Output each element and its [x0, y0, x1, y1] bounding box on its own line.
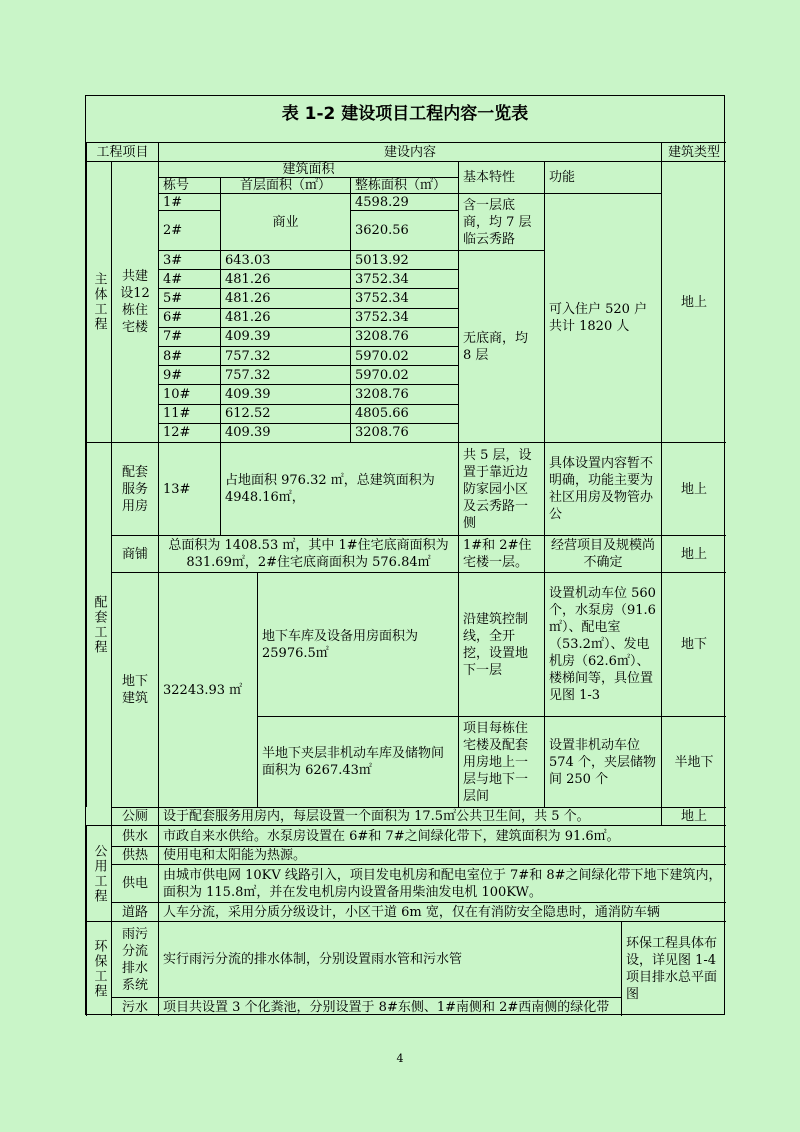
table-row-first: 757.32 — [220, 346, 350, 365]
header-project: 工程项目 — [86, 142, 158, 161]
header-content: 建设内容 — [158, 142, 661, 161]
table-row-first: 409.39 — [220, 423, 350, 442]
service-func: 具体设置内容暂不明确，功能主要为社区用房及物管办公 — [544, 442, 661, 535]
table-row-whole: 3208.76 — [350, 423, 458, 442]
water-label: 供水 — [111, 825, 158, 846]
content-table — [85, 95, 725, 1015]
table-row-whole: 5970.02 — [350, 346, 458, 365]
table-row-first: 481.26 — [220, 308, 350, 327]
table-row-no: 11# — [158, 404, 220, 423]
header-func: 功能 — [544, 161, 661, 193]
shop-label: 商铺 — [111, 535, 158, 572]
table-title: 表 1-2 建设项目工程内容一览表 — [281, 104, 529, 124]
support-group-label: 配套工程 — [86, 442, 111, 807]
main-feature-a: 含一层底商，均 7 层临云秀路 — [458, 193, 544, 250]
table-row-first: 409.39 — [220, 384, 350, 403]
table-row-no: 1# — [158, 193, 220, 210]
underground-a-func: 设置机动车位 560 个，水泵房（91.6㎡）、配电室（53.2㎡）、发电机房（62.6㎡）、楼梯间等，具位置见图 1-3 — [544, 572, 661, 716]
service-type: 地上 — [661, 442, 726, 535]
power-content: 由城市供电网 10KV 线路引入，项目发电机房和配电室位于 7#和 8#之间绿化带下地下建筑内，面积为 115.8㎡，并在发电机房内设置备用柴油发电机 100KW。 — [158, 864, 726, 902]
env-group-label: 环保工程 — [86, 921, 111, 1016]
rain-content: 实行雨污分流的排水体制，分别设置雨水管和污水管 — [158, 921, 621, 997]
service-feature: 共 5 层，设置于靠近边防家园小区及云秀路一侧 — [458, 442, 544, 535]
underground-b-func: 设置非机动车位 574 个，夹层储物间 250 个 — [544, 716, 661, 807]
table-row-no: 2# — [158, 210, 220, 250]
underground-a-type: 地下 — [661, 572, 726, 716]
public-group-label: 公用工程 — [86, 825, 111, 921]
shop-type: 地上 — [661, 535, 726, 572]
main-type: 地上 — [661, 161, 726, 442]
commerce-label: 商业 — [220, 193, 350, 250]
underground-a-content: 地下车库及设备用房面积为 25976.5㎡ — [257, 572, 458, 716]
power-label: 供电 — [111, 864, 158, 902]
header-type: 建筑类型 — [661, 142, 726, 161]
underground-b-content: 半地下夹层非机动车库及储物间面积为 6267.43㎡ — [257, 716, 458, 807]
shop-content: 总面积为 1408.53 ㎡，其中 1#住宅底商面积为 831.69㎡，2#住宅底商面积为 576.84㎡ — [158, 535, 458, 572]
underground-area: 32243.93 ㎡ — [158, 572, 257, 807]
table-row-whole: 4598.29 — [350, 193, 458, 210]
table-row-no: 3# — [158, 250, 220, 269]
shop-feature: 1#和 2#住宅楼一层。 — [458, 535, 544, 572]
table-row-first: 612.52 — [220, 404, 350, 423]
main-func: 可入住户 520 户共计 1820 人 — [544, 193, 661, 442]
header-whole: 整栋面积（㎡） — [350, 177, 458, 193]
table-row-no: 5# — [158, 288, 220, 307]
table-row-no: 8# — [158, 346, 220, 365]
road-content: 人车分流，采用分质分级设计，小区干道 6m 宽，仅在有消防安全隐患时，通消防车辆 — [158, 902, 726, 921]
toilet-label: 公厕 — [111, 807, 158, 825]
service-no: 13# — [158, 442, 220, 535]
env-note: 环保工程具体布设，详见图 1-4 项目排水总平面图 — [621, 921, 726, 1016]
header-first: 首层面积（㎡） — [220, 177, 350, 193]
table-row-whole: 3752.34 — [350, 269, 458, 288]
main-group-label: 主体工程 — [86, 161, 111, 442]
underground-a-feature: 沿建筑控制线，全开挖，设置地下一层 — [458, 572, 544, 716]
main-feature-b: 无底商，均 8 层 — [458, 250, 544, 442]
main-sub-label: 共建设12栋住宅楼 — [111, 161, 158, 442]
table-row-whole: 3208.76 — [350, 384, 458, 403]
table-row-whole: 3620.56 — [350, 210, 458, 250]
service-label: 配套服务用房 — [111, 442, 158, 535]
toilet-type: 地上 — [661, 807, 726, 825]
table-row-whole: 3752.34 — [350, 308, 458, 327]
underground-b-feature: 项目每栋住宅楼及配套用房地上一层与地下一层间 — [458, 716, 544, 807]
table-row-whole: 3208.76 — [350, 327, 458, 346]
table-row-whole: 5970.02 — [350, 365, 458, 384]
table-row-first: 481.26 — [220, 269, 350, 288]
shop-func: 经营项目及规模尚不确定 — [544, 535, 661, 572]
table-row-first: 757.32 — [220, 365, 350, 384]
table-row-no: 7# — [158, 327, 220, 346]
service-content: 占地面积 976.32 ㎡，总建筑面积为 4948.16㎡， — [220, 442, 458, 535]
underground-label: 地下建筑 — [111, 572, 158, 807]
page-number: 4 — [396, 1052, 404, 1065]
header-feature: 基本特性 — [458, 161, 544, 193]
header-area: 建筑面积 — [158, 161, 458, 177]
table-row-no: 9# — [158, 365, 220, 384]
table-row-no: 6# — [158, 308, 220, 327]
rain-label: 雨污分流排水系统 — [111, 921, 158, 997]
table-row-no: 4# — [158, 269, 220, 288]
road-label: 道路 — [111, 902, 158, 921]
table-row-first: 409.39 — [220, 327, 350, 346]
table-row-first: 481.26 — [220, 288, 350, 307]
sewage-content: 项目共设置 3 个化粪池，分别设置于 8#东侧、1#南侧和 2#西南侧的绿化带 — [158, 997, 621, 1016]
table-row-no: 10# — [158, 384, 220, 403]
toilet-content: 设于配套服务用房内，每层设置一个面积为 17.5㎡公共卫生间，共 5 个。 — [158, 807, 661, 825]
table-row-first: 643.03 — [220, 250, 350, 269]
table-row-whole: 4805.66 — [350, 404, 458, 423]
header-no: 栋号 — [158, 177, 220, 193]
heat-content: 使用电和太阳能为热源。 — [158, 846, 726, 864]
water-content: 市政自来水供给。水泵房设置在 6#和 7#之间绿化带下，建筑面积为 91.6㎡。 — [158, 825, 726, 846]
sewage-label: 污水 — [111, 997, 158, 1016]
table-row-no: 12# — [158, 423, 220, 442]
underground-b-type: 半地下 — [661, 716, 726, 807]
table-row-whole: 3752.34 — [350, 288, 458, 307]
table-row-whole: 5013.92 — [350, 250, 458, 269]
heat-label: 供热 — [111, 846, 158, 864]
